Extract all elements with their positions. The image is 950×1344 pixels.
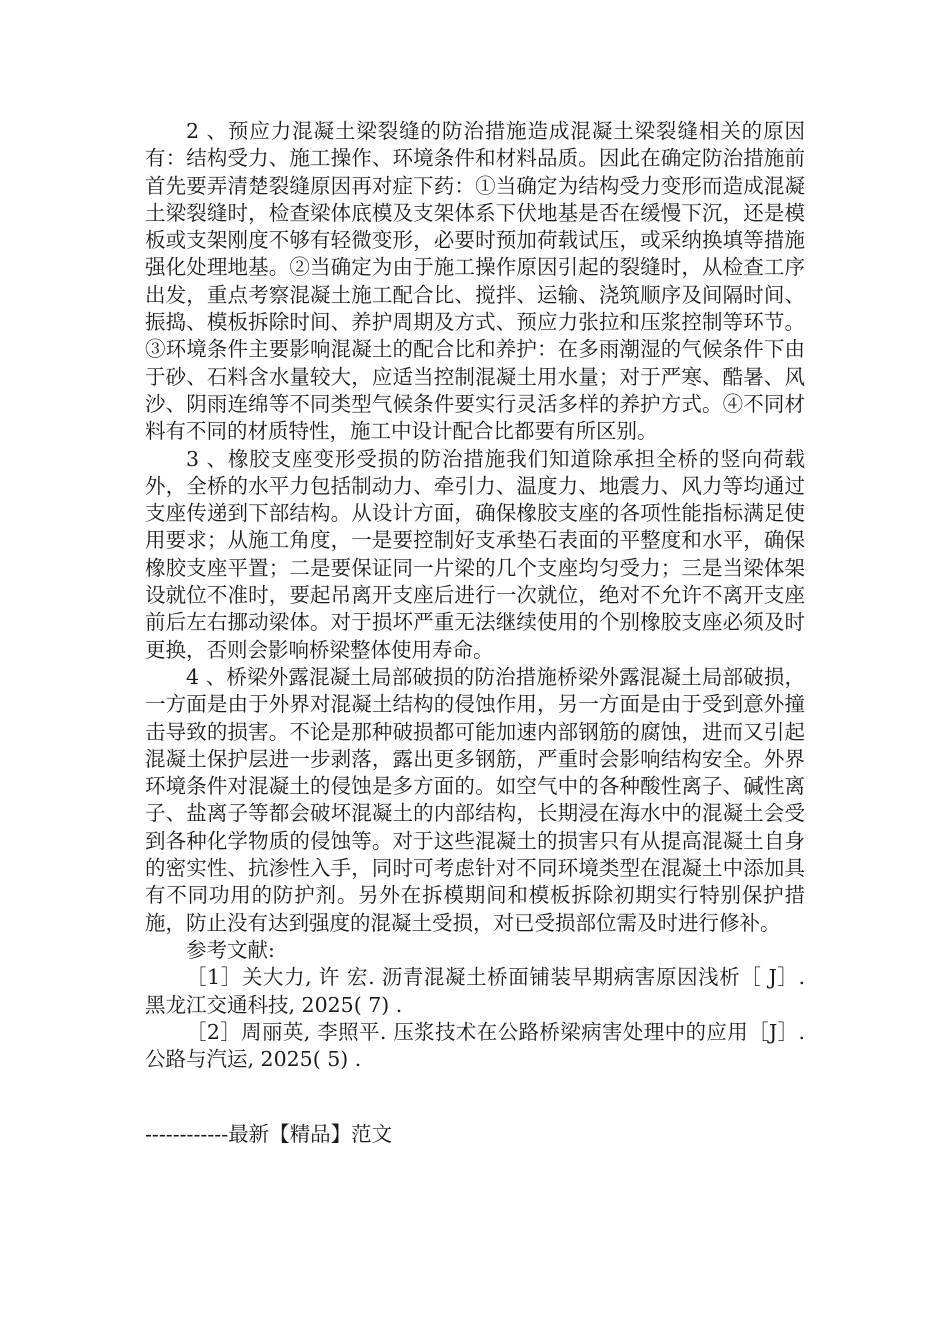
paragraph-rubber-bearing: 3 、橡胶支座变形受损的防治措施我们知道除承担全桥的竖向荷载外，全桥的水平力包括制动力、牵引力、温度力、地震力、风力等均通过支座传递到下部结构。从设计方面，确保橡胶支座的各项性能指标满足使用要求；从施工角度，一是要控制好支承垫石表面的平整度和水平，确保橡胶支座平置；二是要保证同一片梁的几个支座均匀受力；三是当梁体架设就位不准时，要起吊离开支座后进行一次就位，绝对不允许不离开支座前后左右挪动梁体。对于损坏严重无法继续使用的个别橡胶支座必须及时更换，否则会影响桥梁整体使用寿命。: [145, 446, 805, 662]
paragraph-concrete-damage: 4 、桥梁外露混凝土局部破损的防治措施桥梁外露混凝土局部破损，一方面是由于外界对混凝土结构的侵蚀作用，另一方面是由于受到意外撞击导致的损害。不论是那种破损都可能加速内部钢筋的腐蚀，进而又引起混凝土保护层进一步剥落，露出更多钢筋，严重时会影响结构安全。外界环境条件对混凝土的侵蚀是多方面的。如空气中的各种酸性离子、碱性离子、盐离子等都会破坏混凝土的内部结构，长期浸在海水中的混凝土会受到各种化学物质的侵蚀等。对于这些混凝土的损害只有从提高混凝土自身的密实性、抗渗性入手，同时可考虑针对不同环境类型在混凝土中添加具有不同功用的防护剂。另外在拆模期间和模板拆除初期实行特别保护措施，防止没有达到强度的混凝土受损，对已受损部位需及时进行修补。: [145, 664, 805, 935]
reference-item: ［1］关大力, 许 宏. 沥青混凝土桥面铺装早期病害原因浅析［ J］. 黑龙江交通科技, 2025( 7) .: [145, 965, 805, 1017]
document-body: [145, 118, 805, 1073]
references-heading: 参考文献:: [186, 937, 275, 962]
paragraph-prestressed-beam-cracks: 2 、预应力混凝土梁裂缝的防治措施造成混凝土梁裂缝相关的原因有：结构受力、施工操作、环境条件和材料品质。因此在确定防治措施前首先要弄清楚裂缝原因再对症下药：①当确定为结构受力变形而造成混凝土梁裂缝时，检查梁体底模及支架体系下伏地基是否在缓慢下沉，还是模板或支架刚度不够有轻微变形，必要时预加荷载试压，或采纳换填等措施强化处理地基。②当确定为由于施工操作原因引起的裂缝时，从检查工序出发，重点考察混凝土施工配合比、搅拌、运输、浇筑顺序及间隔时间、振捣、模板拆除时间、养护周期及方式、预应力张拉和压浆控制等环节。③环境条件主要影响混凝土的配合比和养护：在多雨潮湿的气候条件下由于砂、石料含水量较大，应适当控制混凝土用水量；对于严寒、酷暑、风沙、阴雨连绵等不同类型气候条件要实行灵活多样的养护方式。④不同材料有不同的材质特性，施工中设计配合比都要有所区别。: [145, 119, 805, 444]
reference-item: ［2］周丽英, 李照平. 压浆技术在公路桥梁病害处理中的应用［J］. 公路与汽运, 2025( 5) .: [145, 1019, 805, 1072]
page-footer: ------------最新【精品】范文: [145, 1122, 393, 1146]
